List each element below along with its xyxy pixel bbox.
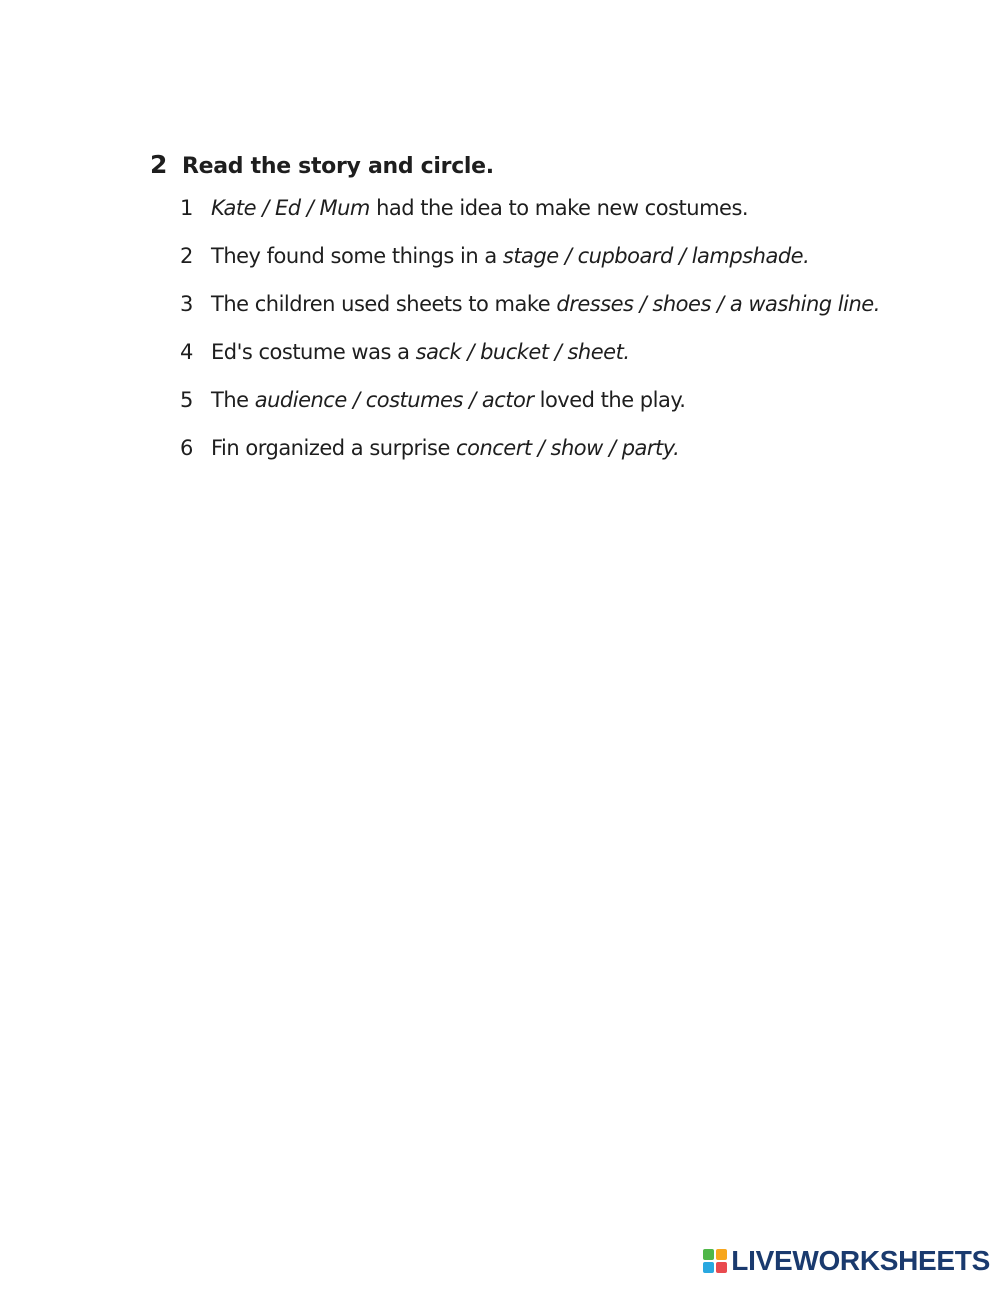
sentence-text: They found some things in a [211,244,503,268]
sentence-text: loved the play. [533,388,686,412]
exercise-item [180,244,970,292]
item-text [211,244,809,268]
sentence-text: The children used sheets to make [211,292,557,316]
item-number: 3 [180,292,193,316]
exercise-item [180,436,970,484]
item-text [211,196,748,220]
item-number: 5 [180,388,193,412]
answer-options: Kate / Ed / Mum [211,196,370,220]
sentence-text: had the idea to make new costumes. [369,196,749,220]
exercise-item [180,292,970,340]
item-text [211,340,630,364]
answer-options: stage / cupboard / lampshade. [502,244,810,268]
sentence-text: Ed's costume was a [211,340,416,364]
item-text [211,388,685,412]
answer-options: concert / show / party. [456,436,680,460]
sentence-text: The [211,388,255,412]
exercise-item [180,340,970,388]
exercise-title: Read the story and circle. [182,154,494,179]
item-text [211,436,679,460]
liveworksheets-logo [703,1245,990,1277]
exercise-item [180,388,970,436]
answer-options: audience / costumes / actor [254,388,534,412]
logo-mark-icon [703,1249,727,1273]
item-number: 4 [180,340,193,364]
item-number: 1 [180,196,193,220]
item-number: 6 [180,436,193,460]
exercise [150,150,970,484]
exercise-item [180,196,970,244]
logo-text: LIVEWORKSHEETS [731,1245,990,1276]
answer-options: sack / bucket / sheet. [415,340,630,364]
sentence-text: Fin organized a surprise [211,436,457,460]
answer-options: dresses / shoes / a washing line. [556,292,880,316]
exercise-header [150,150,970,196]
exercise-items [150,196,970,484]
item-number: 2 [180,244,193,268]
exercise-number: 2 [150,150,168,179]
item-text [211,292,880,316]
